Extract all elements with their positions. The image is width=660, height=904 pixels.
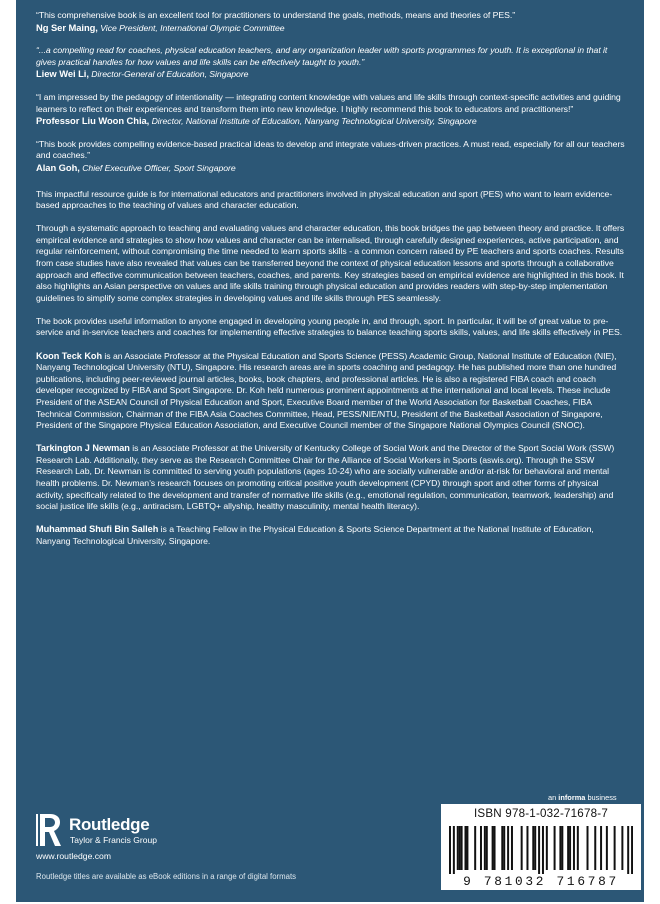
barcode-bar: [503, 826, 505, 870]
barcode-bar: [501, 826, 503, 870]
endorser-name: Ng Ser Maing,: [36, 21, 98, 33]
barcode-bar: [614, 826, 616, 870]
endorser-role: Director, National Institute of Education, Nanyang Technological University, Singapore: [149, 116, 477, 127]
barcode-bar: [526, 826, 528, 870]
barcode-bar: [538, 826, 540, 874]
author-bio-text: is a Teaching Fellow in the Physical Education & Sports Science Department at the National Institute of Education, Nanyang Technological University, Singapore.: [36, 524, 594, 546]
barcode-bar: [474, 826, 476, 870]
endorser-name: Professor Liu Woon Chia,: [36, 115, 150, 127]
quote-text: “This comprehensive book is an excellent tool for practitioners to understand the goals, methods, means and theories of PES.”: [36, 10, 516, 20]
barcode-bar: [569, 826, 571, 870]
endorser-role: Chief Executive Officer, Sport Singapore: [79, 162, 236, 173]
description-paragraph: The book provides useful information to anyone engaged in developing young people in, and through, sport. In particular, it will be of great value to pre-service and in-service teachers and coaches for implementing effective strategies to balance teaching sports skills, values, and life skills effectively in PES.: [36, 315, 623, 338]
description-paragraph: Through a systematic approach to teaching and evaluating values and character education, this book bridges the gap between theory and practice. It offers empirical evidence and strategies to show how values and character can be internalised, through carefully designed experiences, active participation, and regular reinforcement, without compromising the time needed to learn sports skills - a common concern raised by PE teachers and sports coaches. Results from case studies have also revealed that values can be transferred beyond the context of physical education lessons and sports through a collaborative approach and effective communication between teachers, coaches, and parents. Key strategies based on empirical evidence are highlighted in this book. It also highlights an Asian perspective on values and life skills training through physical education and provides readers with step-by-step implementation guidelines to simplify some complex strategies in developing values and life skills through PES seamlessly.: [36, 223, 625, 303]
informa-brand: informa: [558, 793, 586, 802]
barcode-bar: [600, 826, 602, 870]
barcode-bar: [554, 826, 556, 870]
barcode-bar: [466, 826, 468, 870]
author-bio: [36, 443, 628, 513]
endorsement-quote: [36, 45, 628, 81]
cover-text: [36, 10, 628, 559]
endorsement-quote: [36, 92, 628, 128]
routledge-logo: [36, 812, 196, 852]
author-bio: [36, 351, 628, 432]
publisher-name: Routledge: [69, 815, 150, 834]
barcode-bar: [494, 826, 496, 870]
endorser-name: Liew Wei Li,: [36, 68, 89, 80]
barcode-bar: [594, 826, 596, 870]
isbn-barcode: [441, 804, 641, 890]
barcode-bar: [532, 826, 534, 870]
author-name: Muhammad Shufi Bin Salleh: [36, 524, 159, 535]
isbn-label: ISBN 978-1-032-71678-7: [474, 807, 608, 820]
barcode-bar: [461, 826, 463, 870]
barcode-bar: [484, 826, 486, 870]
barcode-bars: [449, 826, 633, 874]
barcode-bar: [577, 826, 579, 870]
barcode-bar: [627, 826, 629, 874]
barcode-bar: [546, 826, 548, 870]
barcode-bar: [606, 826, 608, 870]
barcode-bar: [561, 826, 563, 870]
quote-attribution: [36, 23, 285, 33]
author-name: Koon Teck Koh: [36, 350, 103, 361]
routledge-r-icon: [36, 812, 62, 848]
ebook-note: Routledge titles are available as eBook editions in a range of digital formats: [36, 872, 297, 881]
barcode-bar: [631, 826, 633, 874]
endorser-role: Director-General of Education, Singapore: [88, 69, 249, 80]
author-name: Tarkington J Newman: [36, 443, 130, 454]
barcode-bar: [492, 826, 494, 870]
author-bio: [36, 524, 628, 547]
quote-attribution: [36, 69, 248, 79]
endorser-role: Vice President, International Olympic Committee: [97, 22, 285, 33]
author-bio-text: is an Associate Professor at the University of Kentucky College of Social Work and the Director of the Sport Social Work (SSW) Research Lab. Additionally, they serve as the Research Committee Chair for the Alliance of Social Workers in Sports (aswis.org). Through the SSW Research Lab, Dr. Newman is committed to serving youth populations (ages 10-24) who are socially vulnerable and/or at-risk for behavioral and mental health problems. Dr. Newman’s research focuses on promoting critical positive youth development (CPYD) through sport and other forms of physical activity, specifically related to the development and transfer of normative life skills (e.g., emotional regulation, communication, teamwork, leadership) and social justice life skills (e.g., antiracism, LGBTQ+ allyship, healthy masculinity, mental health literacy).: [36, 443, 615, 512]
barcode-bar: [559, 826, 561, 870]
quote-text: “This book provides compelling evidence-based practical ideas to develop and integrate values-driven practices. A must read, especially for all our teachers and coaches.”: [36, 138, 625, 161]
quote-text: “...a compelling read for coaches, physical education teachers, and any organization leader with sports programmes for youth. It is exceptional in that it gives practical handles for how values and life skills can be effectively taught to youth.”: [36, 45, 608, 67]
barcode-bar: [511, 826, 513, 870]
back-cover: [16, 0, 644, 902]
quote-text: “I am impressed by the pedagogy of intentionality — integrating content knowledge with values and life skills through context-specific activities and guiding learners to reflect on their experiences and transform them into new knowledge. I highly recommend this book to educators and practitioners!”: [36, 91, 621, 114]
barcode-bar: [457, 826, 459, 870]
barcode-bar: [534, 826, 536, 870]
publisher-subtitle: Taylor & Francis Group: [70, 835, 157, 845]
barcode-bar: [464, 826, 466, 870]
barcode-bar: [480, 826, 482, 870]
quote-attribution: [36, 116, 477, 126]
barcode-bar: [449, 826, 451, 874]
barcode-bar: [573, 826, 575, 870]
barcode-bar: [621, 826, 623, 870]
barcode-digits: 9 781032 716787: [463, 874, 619, 889]
publisher-url[interactable]: www.routledge.com: [36, 851, 111, 861]
quote-attribution: [36, 163, 236, 173]
barcode-bar: [521, 826, 523, 870]
barcode-bar: [507, 826, 509, 870]
author-bio-text: is an Associate Professor at the Physical Education and Sports Science (PESS) Academic Group, National Institute of Education (NIE), Nanyang Technological University (NTU), Singapore. His research areas are in sports coaching and pedagogy. He has published more than one hundred publications, including peer-reviewed journal articles, books, book chapters, and professional articles. He is also a registered FIBA coach and coach developer recognized by FIBA and Sport Singapore. Dr. Koh held numerous prominent appointments at the international and local levels. These include President of the ASEAN Council of Physical Education and Sport, Executive Board member of the World Association for Basketball Coaches, FIBA Technical Commission, Chairman of the FIBA Asia Coaches Committee, Head, PESS/NIE/NTU, President of the Basketball Association of Singapore, President of the Singapore Physical Education Association, and Executive Council member of the Singapore National Olympics Council (SNOC).: [36, 350, 617, 431]
description-paragraph: This impactful resource guide is for international educators and practitioners involved in physical education and sport (PES) who want to learn evidence-based approaches to the teaching of values and character education.: [36, 188, 613, 211]
barcode-bar: [587, 826, 589, 870]
endorsement-quote: [36, 139, 628, 175]
barcode-bar: [459, 826, 461, 870]
barcode-bar: [567, 826, 569, 870]
barcode-bar: [542, 826, 544, 874]
barcode-bar: [486, 826, 488, 870]
endorsement-quote: [36, 10, 628, 34]
endorser-name: Alan Goh,: [36, 161, 80, 173]
informa-tagline: an informa business: [548, 793, 617, 802]
barcode-bar: [453, 826, 455, 874]
